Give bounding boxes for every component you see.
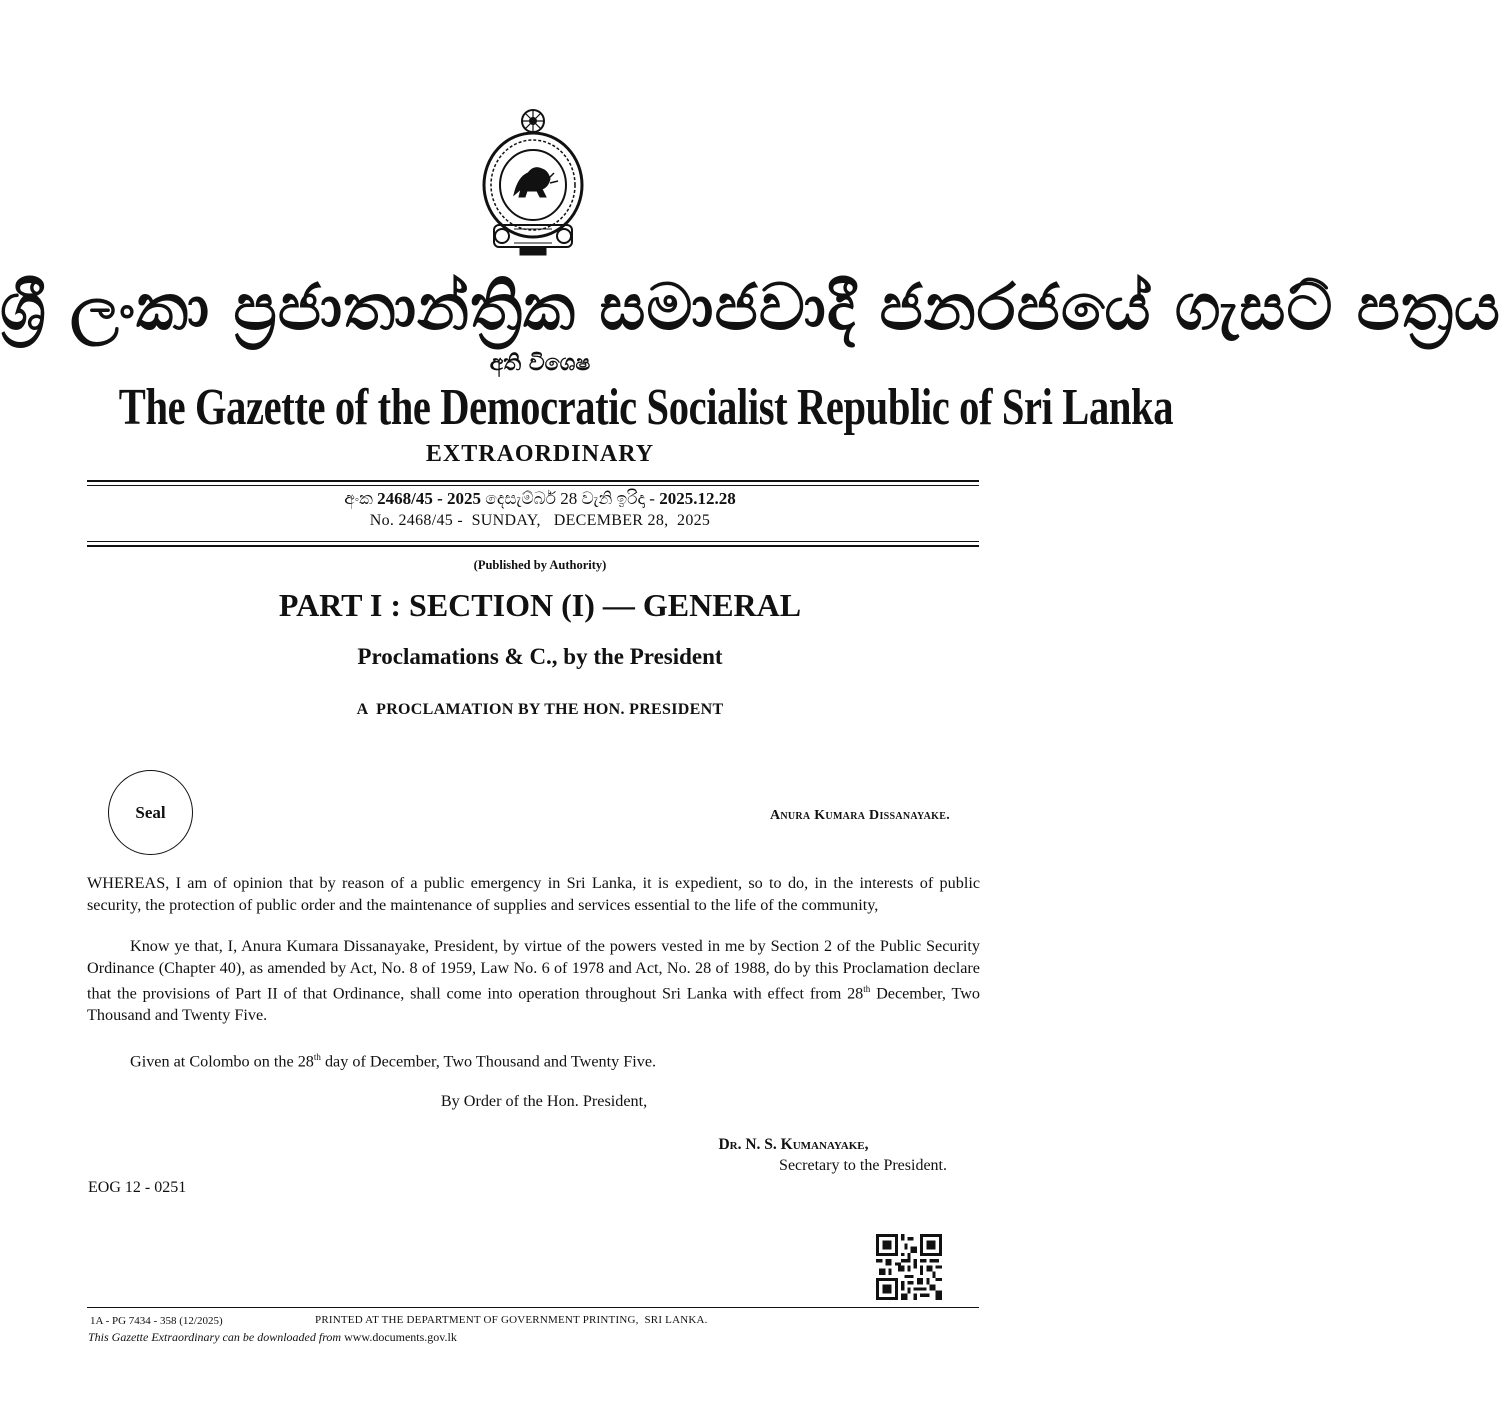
download-note [88,1329,457,1345]
print-code: 1A - PG 7434 - 358 (12/2025) [90,1315,223,1327]
gazette-title-sinhala: ශ්‍රී ලංකා ප්‍රජාතාන්ත්‍රික සමාජවාදී ජනරජයේ ගැසට් පත්‍රය [0,271,1501,345]
issue-line-sinhala [0,488,1080,510]
footer-rule [87,1307,979,1308]
header-rule-bottom-thin [87,541,979,542]
issue-date-sinhala: 2025.12.28 [659,489,736,508]
know-ye-text-end: December, Two Thousand and Twenty Five. [87,984,981,1024]
reference-number: EOG 12 - 0251 [88,1179,187,1196]
printed-at-note: PRINTED AT THE DEPARTMENT OF GOVERNMENT PRINTING, SRI LANKA. [315,1314,708,1326]
signer-name: Dr. N. S. Kumanayake, [718,1136,869,1153]
ordinal-suffix: th [313,1052,321,1062]
president-signature: Anura Kumara Dissanayake. [769,808,950,823]
issue-prefix-sinhala: අංක [344,489,373,508]
issue-number-sinhala: 2468/45 - 2025 [377,489,482,508]
proclamation-heading: A PROCLAMATION BY THE HON. PRESIDENT [356,701,724,718]
gazette-subtitle-sinhala: අති විශෙෂ [489,351,591,376]
header-rule-bottom [87,545,979,547]
given-at-text: Given at Colombo on the 28 [130,1052,314,1071]
published-by-authority: (Published by Authority) [473,558,607,572]
ordinal-suffix: th [863,984,871,994]
know-ye-paragraph [87,936,980,1026]
whereas-paragraph: WHEREAS, I am of opinion that by reason of a public emergency in Sri Lanka, it is expedient, so to do, in the interests of public security, the protection of public order and the maintenance of supplies and services essential to the life of the community, [87,874,980,914]
by-order-line: By Order of the Hon. President, [440,1092,648,1110]
given-at-paragraph [130,1047,980,1073]
part-heading: PART I : SECTION (I) — GENERAL [278,587,802,623]
national-emblem-icon [480,105,586,260]
know-ye-text: Know ye that, I, Anura Kumara Dissanayake, President, by virtue of the powers vested in me by Section 2 of the Public Security Ordinance (Chapter 40), as amended by Act, No. 8 of 1959, Law No. 6 of 1978 and Act, No. 28 of 1988, do by this Proclamation declare that the provisions of Part II of that Ordinance, shall come into operation throughout Sri Lanka with effect from 28 [87,937,980,1003]
gazette-title-english: The Gazette of the Democratic Socialist Republic of Sri Lanka [118,379,1174,436]
section-heading: Proclamations & C., by the President [357,644,723,669]
download-text: This Gazette Extraordinary can be downloaded from [88,1330,342,1344]
issue-line-english: No. 2468/45 - SUNDAY, DECEMBER 28, 2025 [369,512,711,529]
download-link[interactable]: www.documents.gov.lk [344,1330,457,1344]
signer-title: Secretary to the President. [779,1157,947,1174]
header-rule-top-thin [87,485,979,486]
header-rule-top [87,480,979,482]
edition-label: EXTRAORDINARY [425,441,655,467]
seal-circle [108,770,193,855]
given-at-text-end: day of December, Two Thousand and Twenty Five. [320,1052,657,1071]
seal-label: Seal [135,802,166,822]
qr-code-icon[interactable] [876,1234,942,1300]
issue-date-words-sinhala: දෙසැම්බර් 28 වැනි ඉරිදා - [485,489,655,508]
